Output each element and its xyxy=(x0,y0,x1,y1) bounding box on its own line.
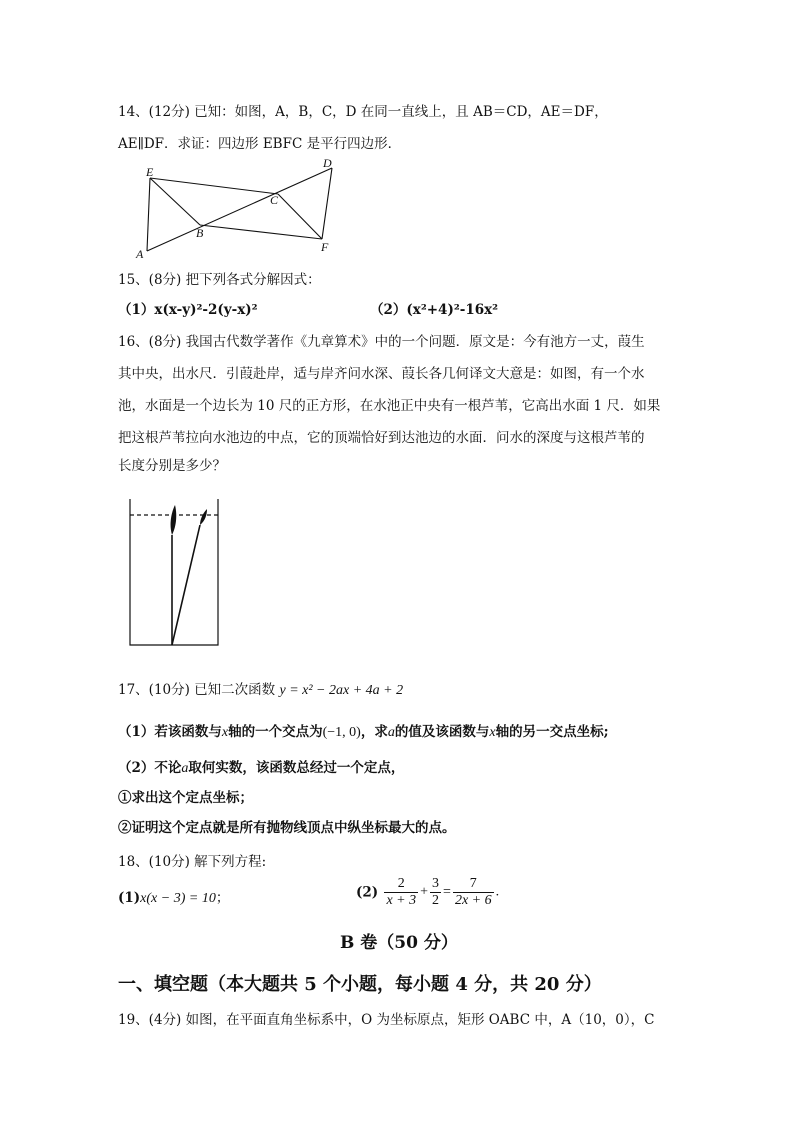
q18-p1-end: ； xyxy=(215,890,230,906)
q17-p1-x: x xyxy=(221,725,229,740)
segment-eb xyxy=(150,178,200,225)
q17-title-row xyxy=(118,680,403,701)
q15-part2: （2）(x²+4)²-16x² xyxy=(370,302,499,318)
reed-tip-pulled xyxy=(200,509,207,525)
q14-line2: AE∥DF．求证：四边形 EBFC 是平行四边形． xyxy=(118,136,402,152)
section-b-title: B 卷（50 分） xyxy=(340,933,458,953)
q18-frac2: $\frac{3}{2}$ xyxy=(432,876,440,908)
q17-p1-text-c: ，求 xyxy=(360,724,388,740)
q15-title: 15、(8分) 把下列各式分解因式： xyxy=(118,272,321,288)
q17-p2-a: a xyxy=(181,761,189,776)
label-d: D xyxy=(323,156,332,170)
q18-equals: = xyxy=(443,884,451,900)
q17-title: 17、(10分) 已知二次函数 xyxy=(118,682,276,698)
q17-p1-a: a xyxy=(387,725,395,740)
q18-part1 xyxy=(118,888,229,909)
q18-plus: + xyxy=(420,884,429,900)
q18-part2 xyxy=(356,876,499,909)
q16-line2: 其中央，出水尺．引葭赴岸，适与岸齐问水深、葭长各几何译文大意是：如图，有一个水 xyxy=(118,366,645,382)
q18-p1-label: (1) xyxy=(118,890,141,906)
segment-ec xyxy=(150,178,278,194)
q17-p1-text-a: （1）若该函数与 xyxy=(118,724,222,740)
q17-p1-point: (−1, 0) xyxy=(322,725,361,740)
q17-part2 xyxy=(118,758,404,779)
reed-tip-vertical xyxy=(171,505,177,535)
q18-frac1: $\frac{2}{x + 3}$ xyxy=(386,876,417,908)
q18-frac3: $\frac{7}{2x + 6}$ xyxy=(454,876,492,908)
q17-p2-text-a: （2）不论 xyxy=(118,760,182,776)
q19-line: 19、(4分) 如图，在平面直角坐标系中，O 为坐标原点，矩形 OABC 中，A（10，0），C xyxy=(118,1012,655,1028)
q16-line4: 把这根芦苇拉向水池边的中点，它的顶端恰好到达池边的水面．问水的深度与这根芦苇的 xyxy=(118,430,645,446)
q18-title: 18、(10分) 解下列方程: xyxy=(118,854,267,870)
q18-p2-label: (2) xyxy=(356,884,379,901)
label-e: E xyxy=(146,165,154,179)
part1-header: 一、填空题（本大题共 5 个小题，每小题 4 分，共 20 分） xyxy=(118,974,602,995)
q17-p1-text-b: 轴的一个交点为 xyxy=(228,724,323,740)
q17-sub1: ①求出这个定点坐标； xyxy=(118,790,253,806)
q17-p1-text-e: 轴的另一交点坐标; xyxy=(495,724,609,740)
q18-end: . xyxy=(495,884,500,900)
q17-part1 xyxy=(118,722,609,743)
q14-parallelogram-figure xyxy=(130,152,350,264)
q17-p1-text-d: 的值及该函数与 xyxy=(394,724,490,740)
q16-line3: 池，水面是一个边长为 10 尺的正方形，在水池正中央有一根芦苇，它高出水面 1 尺．如果 xyxy=(118,398,661,414)
segment-ea xyxy=(147,178,150,251)
q16-line1: 16、(8分) 我国古代数学著作《九章算术》中的一个问题．原文是：今有池方一丈，葭生 xyxy=(118,334,645,350)
label-f: F xyxy=(321,240,329,254)
segment-ad xyxy=(147,168,332,251)
reed-pulled xyxy=(172,525,200,645)
label-b: B xyxy=(196,226,204,240)
segment-df xyxy=(322,168,332,239)
q17-p1-x2: x xyxy=(489,725,496,740)
q15-part1: （1）x(x-y)²-2(y-x)² xyxy=(118,302,258,318)
q17-sub2: ②证明这个定点就是所有抛物线顶点中纵坐标最大的点。 xyxy=(118,820,456,836)
q17-formula: y = x² − 2ax + 4a + 2 xyxy=(279,683,404,698)
q17-p2-text-b: 取何实数，该函数总经过一个定点， xyxy=(188,760,405,776)
segment-bf xyxy=(200,225,322,239)
q18-p1-equation: x(x − 3) = 10 xyxy=(140,891,216,906)
segment-cf xyxy=(278,194,322,239)
q14-line1: 14、(12分) 已知：如图，A，B，C，D 在同一直线上，且 AB＝CD，AE＝DF， xyxy=(118,104,608,120)
q16-line5: 长度分别是多少？ xyxy=(118,458,226,474)
q16-pond-reed-figure xyxy=(122,495,226,651)
label-a: A xyxy=(136,247,144,261)
label-c: C xyxy=(270,193,279,207)
